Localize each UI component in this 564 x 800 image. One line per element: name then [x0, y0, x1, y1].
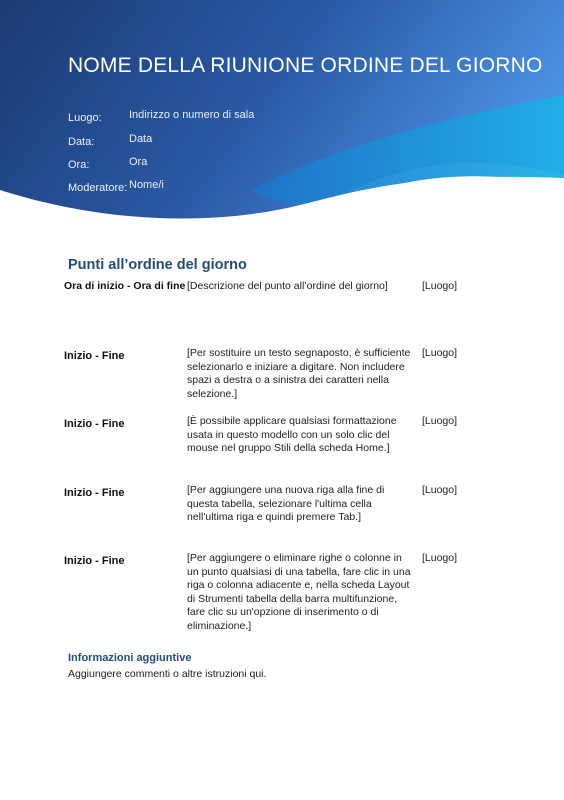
- agenda-description: [È possibile applicare qualsiasi formattazione usata in questo modello con un solo clic del mouse nel gruppo Stili della scheda Home.]: [187, 415, 397, 454]
- agenda-title: Punti all’ordine del giorno: [68, 257, 247, 273]
- agenda-location: [Luogo]: [422, 552, 458, 564]
- agenda-description: [Per aggiungere o eliminare righe o colonne in un punto qualsiasi di una tabella, fare clic in una riga o colonna adiacente e, nella scheda Layout di Strumenti tabella della barra multifunzione, fare clic su un'opzione di inserimento o di eliminazione.]: [187, 552, 411, 632]
- agenda-description: [Descrizione del punto all’ordine del giorno]: [187, 280, 388, 292]
- agenda-time: Inizio - Fine: [64, 555, 125, 567]
- agenda-location: [Luogo]: [422, 415, 458, 427]
- meta-label: Data:: [68, 136, 95, 148]
- agenda-time: Inizio - Fine: [64, 418, 125, 430]
- meta-value: Indirizzo o numero di sala: [129, 109, 255, 121]
- agenda-time: Inizio - Fine: [64, 487, 125, 499]
- agenda-location: [Luogo]: [422, 347, 458, 359]
- additional-info-title: Informazioni aggiuntive: [68, 652, 192, 664]
- agenda-time: Inizio - Fine: [64, 350, 125, 362]
- meta-value: Nome/i: [129, 179, 164, 191]
- agenda-location: [Luogo]: [422, 484, 458, 496]
- meta-label: Moderatore:: [68, 182, 128, 194]
- meta-label: Luogo:: [68, 112, 102, 124]
- meta-value: Ora: [129, 156, 148, 168]
- page-title: NOME DELLA RIUNIONE ORDINE DEL GIORNO: [68, 54, 543, 77]
- agenda-location: [Luogo]: [422, 280, 458, 292]
- agenda-description: [Per sostituire un testo segnaposto, è sufficiente selezionarlo e iniziare a digitare. Non includere spazi a destra o a sinistra dei caratteri nella selezione.]: [187, 347, 411, 400]
- agenda-description: [Per aggiungere una nuova riga alla fine di questa tabella, selezionare l'ultima cella nell'ultima riga e quindi premere Tab.]: [187, 484, 385, 523]
- meta-label: Ora:: [68, 159, 90, 171]
- additional-info-text: Aggiungere commenti o altre istruzioni qui.: [68, 668, 267, 680]
- meta-value: Data: [129, 133, 153, 145]
- agenda-time: Ora di inizio - Ora di fine: [64, 280, 186, 292]
